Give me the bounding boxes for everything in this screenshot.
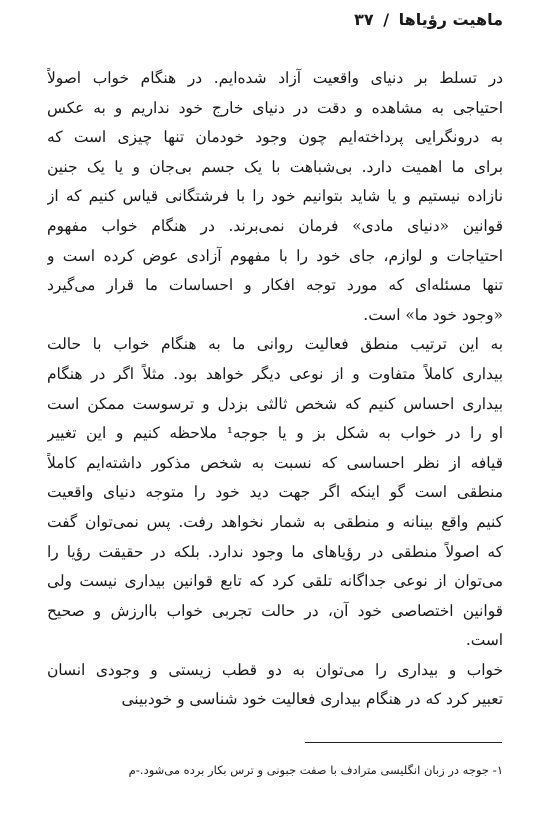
text-line: که اصولاً منطقی در رؤیاهای ما وجود ندارد. بلکه در حقیقت رؤیا را — [47, 542, 503, 561]
text-line: او را در خواب به شکل بز و یا جوجه¹ ملاحظه کنیم و این تغییر — [47, 424, 503, 443]
text-line: خواب و بیداری را می‌توان به دو قطب زیستی و وجودی انسان — [47, 660, 503, 679]
text-line: قیافه از نظر احساسی که نسبت به شخص مذکور داشته‌ایم کاملاً — [47, 453, 503, 472]
text-line: تنها مسئله‌ای که مورد توجه افکار و احساسات ما قرار می‌گیرد — [47, 276, 503, 295]
text-line: تعبیر کرد که در هنگام بیداری فعالیت خود شناسی و خودبینی — [121, 690, 503, 709]
text-line: «وجود خود ما» است. — [363, 305, 503, 324]
body-text — [47, 64, 503, 715]
text-line: نازاده نیستیم و یا شاید بتوانیم خود را با فرشتگانی قیاس کنیم که از — [47, 187, 503, 206]
footnote-divider — [305, 742, 502, 743]
text-line: بیداری کاملاً متفاوت و از نوعی دیگر خواهد بود. مثلاً اگر در هنگام — [47, 364, 503, 383]
footnote: ۱- جوجه در زبان انگلیسی مترادف با صفت جبونی و ترس بکار برده می‌شود.-م — [128, 763, 503, 777]
text-line: برای ما اهمیت دارد. بی‌شباهت با یک جسم بی‌جان و یا یک جنین — [47, 157, 503, 176]
chapter-title: ماهیت رؤیاها — [398, 10, 503, 29]
text-line: بیداری احساس کنیم که شخص ثالثی بزدل و ترسوست ممکن است — [47, 394, 503, 413]
text-line: می‌توان از نوعی جداگانه تلقی کرد که تابع قوانین بیداری نیست ولی — [47, 572, 503, 591]
header-separator: / — [383, 10, 390, 29]
text-line: است. — [465, 631, 503, 650]
text-line: قوانین اختصاصی خود آن، در حالت تجربی خواب باارزش و صحیح — [47, 601, 503, 620]
text-line: قوانین «دنیای مادی» فرمان نمی‌برند. در هنگام خواب مفهوم — [47, 216, 503, 235]
text-line: منطقی است گو اینکه اگر جهت دید خود را متوجه دنیای واقعیت — [47, 483, 503, 502]
text-line: به این ترتیب منطق فعالیت روانی ما به هنگام خواب با حالت — [47, 335, 503, 354]
text-line: در تسلط بر دنیای واقعیت آزاد شده‌ایم. در هنگام خواب اصولاً — [47, 69, 503, 87]
text-line: کنیم واقع بینانه و منطقی به شمار نخواهد رفت. پس نمی‌توان گفت — [47, 512, 503, 531]
paragraph — [47, 656, 503, 715]
paragraph — [47, 64, 503, 330]
text-line: احتیاجات و لوازم، جای خود را با مفهوم آزادی عوض کرده است و — [47, 246, 503, 265]
paragraph — [47, 330, 503, 656]
page-number: ۳۷ — [354, 10, 374, 29]
text-line: احتیاجی به مشاهده و دقت در دنیای خارج خود نداریم و به عکس — [47, 98, 503, 117]
running-head — [43, 10, 503, 29]
text-line: به درونگرایی پرداخته‌ایم چون وجود خودمان تنها چیزی است که — [47, 128, 503, 147]
